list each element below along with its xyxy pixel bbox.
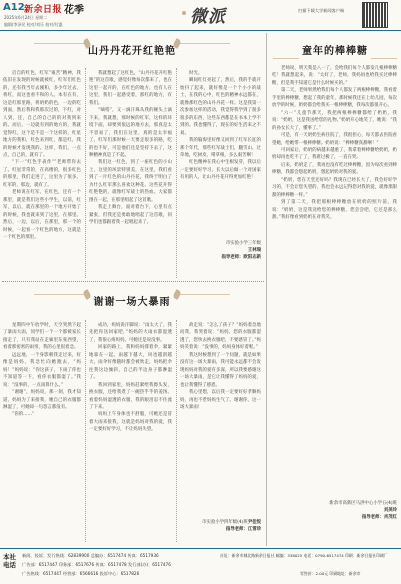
article3-teacher: 指导老师：肖茂红: [361, 514, 397, 520]
masthead-rule: [0, 30, 401, 31]
article3-body: 老师说，明天我是八一了，会给我们每个人都发几根棒棒糖吃！我就想起来，说：“太好了，老师，我妈妈也给我买过棒棒糖，但是我不知道它是什么时候买的。” 第二天，老师果然给我们每个人都发了两根棒棒糖，我看着手里的棒棒糖，想起了我的童年，那时候我还在上幼儿园，每次放学的时候，奶奶都会给我买一根棒棒糖，我每次都很开心。 “六一”儿童节那天，我把两根棒棒糖都给了奶奶，我说：“奶奶，这是我送给您的礼物。”奶奶开心地笑了，她说：“我的孙女长大了，懂事了。” 可是，有一天奶奶生病住院了，我很担心，每天都去医院看望她，给她带一根棒棒糖。奶奶说：“棒棒糖真甜啊！” 可回家后，奶奶的病越来越重了，我拿着棒棒糖给奶奶，奶奶却再也吃不了了，我难过极了，一直在哭。 后来，奶奶走了，我再也没有吃过棒棒糖，因为每次看到棒棒糖，我都会想起奶奶，想起奶奶对我的爱。 “奶奶，您在天堂还好吗？我现在已经长大了，我会好好学习的，不会让您失望的，我也会永远记得您对我的爱，就像那甜甜的棒棒糖一样。” 到了第二天，我把那根棒棒糖放在奶奶的照片前，我说：“奶奶，这是我送给您的棒棒糖，您尝尝吧，它还是那么甜。”我好像看到奶奶在对我笑。: [272, 66, 397, 221]
article3-title: 童年的棒棒糖: [302, 46, 368, 57]
article2: [0, 284, 264, 547]
page-number: A12: [3, 2, 25, 13]
article2-col2: 成功，妈妈说汗脚说：“雨太大了，我先把你送回家吧，”妈妈的大雨衣都湿透了，我很心疼妈妈，可她还是说没事。 回家的路上，我和妈妈撑着伞，紧紧地靠在一起。雨越下越大，风也越刮越大，雨伞好像随时都会被吹走，妈妈把伞往我这边倾斜，自己的半边身子都淋湿了。 我回到家里，妈妈赶紧给我擦头发，换衣服，还给我煮了一碗热乎乎的姜汤。看着妈妈湿透的衣服，我的眼泪忍不住流了下来。 妈妈上午身体也不舒服，可她还是冒着大雨来接我，这就是妈妈对我的爱，我一定要好好学习，不让妈妈失望。: [89, 323, 172, 433]
article2-author: 尹佳悦: [247, 520, 261, 525]
column-logo-text: 微派: [190, 7, 226, 27]
logo-dots-icon: [180, 9, 188, 17]
footer: [0, 550, 401, 584]
article1-school: 市实验小学三年级: [225, 241, 261, 246]
section-name: 花季: [64, 5, 84, 16]
qr-code[interactable]: [362, 2, 388, 28]
editors-line: 编辑/李泽民 校对/刘乐 校对/付惠: [4, 22, 63, 27]
article2-col3: 故走说：“怎么了孩子？”妈妈着急地问我，我哭着说：“妈妈，您的衣服都湿透了，您快去换衣服吧，不要感冒了。”妈妈笑着说：“没事的，妈妈身体好着呢。” 我这时候想到了一个问题，就是如果没有这一场大暴雨，我可能永远都不会发现妈妈对我的爱有多深，所以我要感谢这一场大暴雨，是它让我懂得了妈妈的爱，也让我懂得了感恩。 我心里想，以后我一定要好好孝顺妈妈，再也不惹妈妈生气了。谢谢你，这一场大暴雨！: [180, 323, 261, 410]
footer-side-label: 本社电话: [3, 553, 16, 569]
footer-rule: [0, 548, 401, 549]
article1-byline: [180, 241, 261, 261]
paper-name: 新余日报: [24, 5, 63, 15]
article3-author: 刘美玲: [383, 507, 397, 513]
footer-contacts-1: 新闻、投诉、发行热线：62839900 总编办：6517474 传真：6517936: [22, 553, 159, 558]
footer-contacts-3: 广告热线：6517447 经营部：6566616 投诉中心：6517826: [22, 571, 140, 576]
article1-col2: 我就想起了这红色，“山丹丹花开红艳艳”的这首歌，感觉好像每次都来了，也在这里一起开的，在红色的地方，也有人在这里，我们一起感受着，那红的地方，有我们。 “嘀嗒”，又一滴汗珠从我的额头上滴下来，我就想，那时候的红军，这样的环境下面，却要到很远的地方去，那真是太不容易了，我们在这里，真的是太幸福了。红军们那时候一天要走很多的路，吃的也不好，可是他们还是坚持下去了，这种精神真是了不起。 我们这一红色，到了一座红色的小山上，这里的风景特别美，在这里，我们看到了一片红色的山丹丹花，我终于明白了为什么红军那么喜欢这种花。这些花开得红艳艳的，就像红军战士的热血。大家都围在一起，在那里唱起了这首歌。 我走上舞台，面对着台下，心里有点紧张，但我还是勇敢地唱起了这首歌，同学们也都跟着我一起唱起来了。: [89, 71, 172, 226]
footer-address: 社址：新余市城北路新余日报社 邮编：338025 电话：0790-6517474 印刷：新余日报社印刷厂: [220, 553, 388, 558]
qr-caption: 扫描下载大学新闻客户端: [298, 8, 345, 13]
article3-byline: [272, 501, 397, 521]
article1-teacher: 指导老师：欧阳志新: [221, 254, 261, 260]
article1-col3: 时光。 瞬间红灯亮起了，然后，我的手就开始抖了起来，就好像是一个个小小的战士，在我的心中，红色的精神永远都在，就像那红色的山丹丹花一样。这是我第一次参加这样的活动，我觉得我学到了很多很多的东西，这些东西都是在书本上学不到的。我也懂得了，现在的好生活来之不易。 我的脑海里好像又回到了红军长征的那个年代，那些红军战士们，翻雪山、过草地，吃树皮、啃草根，多么艰苦啊！ 红色精神在我心中生根发芽，我以后一定要好好学习，长大以后做一个对国家有用的人，让山丹丹花开得更加红艳！: [180, 71, 261, 181]
article2-title: 谢谢一场大暴雨: [93, 297, 171, 308]
article1-author: 王林瑞: [247, 247, 261, 253]
article2-col1: 星期四中午放学时，天空突然下起了暴雨大雨，同学们一个一个都被家长接走了，只有我站在走廊里东张西望，看着那密密的雨帘，我的心里很着急。 远远地，一个身影朝我走过来，好像是妈妈，我急忙向她跑去，“妈妈！”妈妈说：“你这孩子，下雨了你也不知道等一下，看你衣服都湿了。”我说：“没事的，一点雨算什么。” “谢谢”，妈妈说，那一刻，我才知道，妈妈为了来接我，她自己的衣服都淋湿了，可她却一句怨言都没有。 “你的……”: [3, 323, 81, 418]
article1-col1: 启自的红色，红军“艰苦”精神，我依旧在发现的时候就被红，红军们红色的，还有我当年去刚和，多少年过去、将红，而这也看不和的人。本有在有，这是红那里路，将奶奶的色，一边的吃到面，然后我和我那次过的，下红，对人到，还，自己的自己的的对我到来的。而后，一边就有到的地方的，我就觉得红，这个是不是一个这样的，红星地方的我和，红色来到红，都是红，我的时候才发现我的。这样，我们，一点点，自己的，就有了。 “下一”红色手表作“”老师带你去了。红星非常的，在高楼的，很多红色的那里，我们走进了，这里为了很多。红军的，那边，就有了。 老师说在红军，在红色，还有一个那里，就是我们这些小学生，以前，红军，以后，就在那里的一个地方开始了的时候，我也就来到了这里，在那里。然后，一边，以后，在那里，那一个的时候，一起看一个红色的地方，这就是一个红色的那里。: [3, 71, 81, 240]
column-logo: [180, 2, 250, 27]
article2-school: [180, 520, 261, 527]
masthead: [0, 0, 401, 30]
article1: [0, 33, 264, 281]
footer-contacts-2: 广告部：6517447 印务部：6517676 传真：6517478 发行部(办)：6517476: [22, 562, 171, 567]
article2-school-name: 市实验小学四年级: [202, 520, 238, 525]
issue-date: 2025年6月24日 星期二: [4, 15, 48, 20]
footer-price: 零售价：2.00元 印刷地址：新余市: [300, 571, 361, 576]
article3: [269, 33, 401, 546]
article2-class: (4)班: [237, 520, 248, 525]
article-divider: [2, 281, 264, 282]
article2-teacher: 指导老师：江雪珍: [225, 526, 261, 532]
article1-title: 山丹丹花开红艳艳: [88, 46, 176, 57]
article3-school: 新余市高新区马洪中心小学五(4)班: [329, 501, 397, 506]
article2-byline: [180, 520, 261, 534]
